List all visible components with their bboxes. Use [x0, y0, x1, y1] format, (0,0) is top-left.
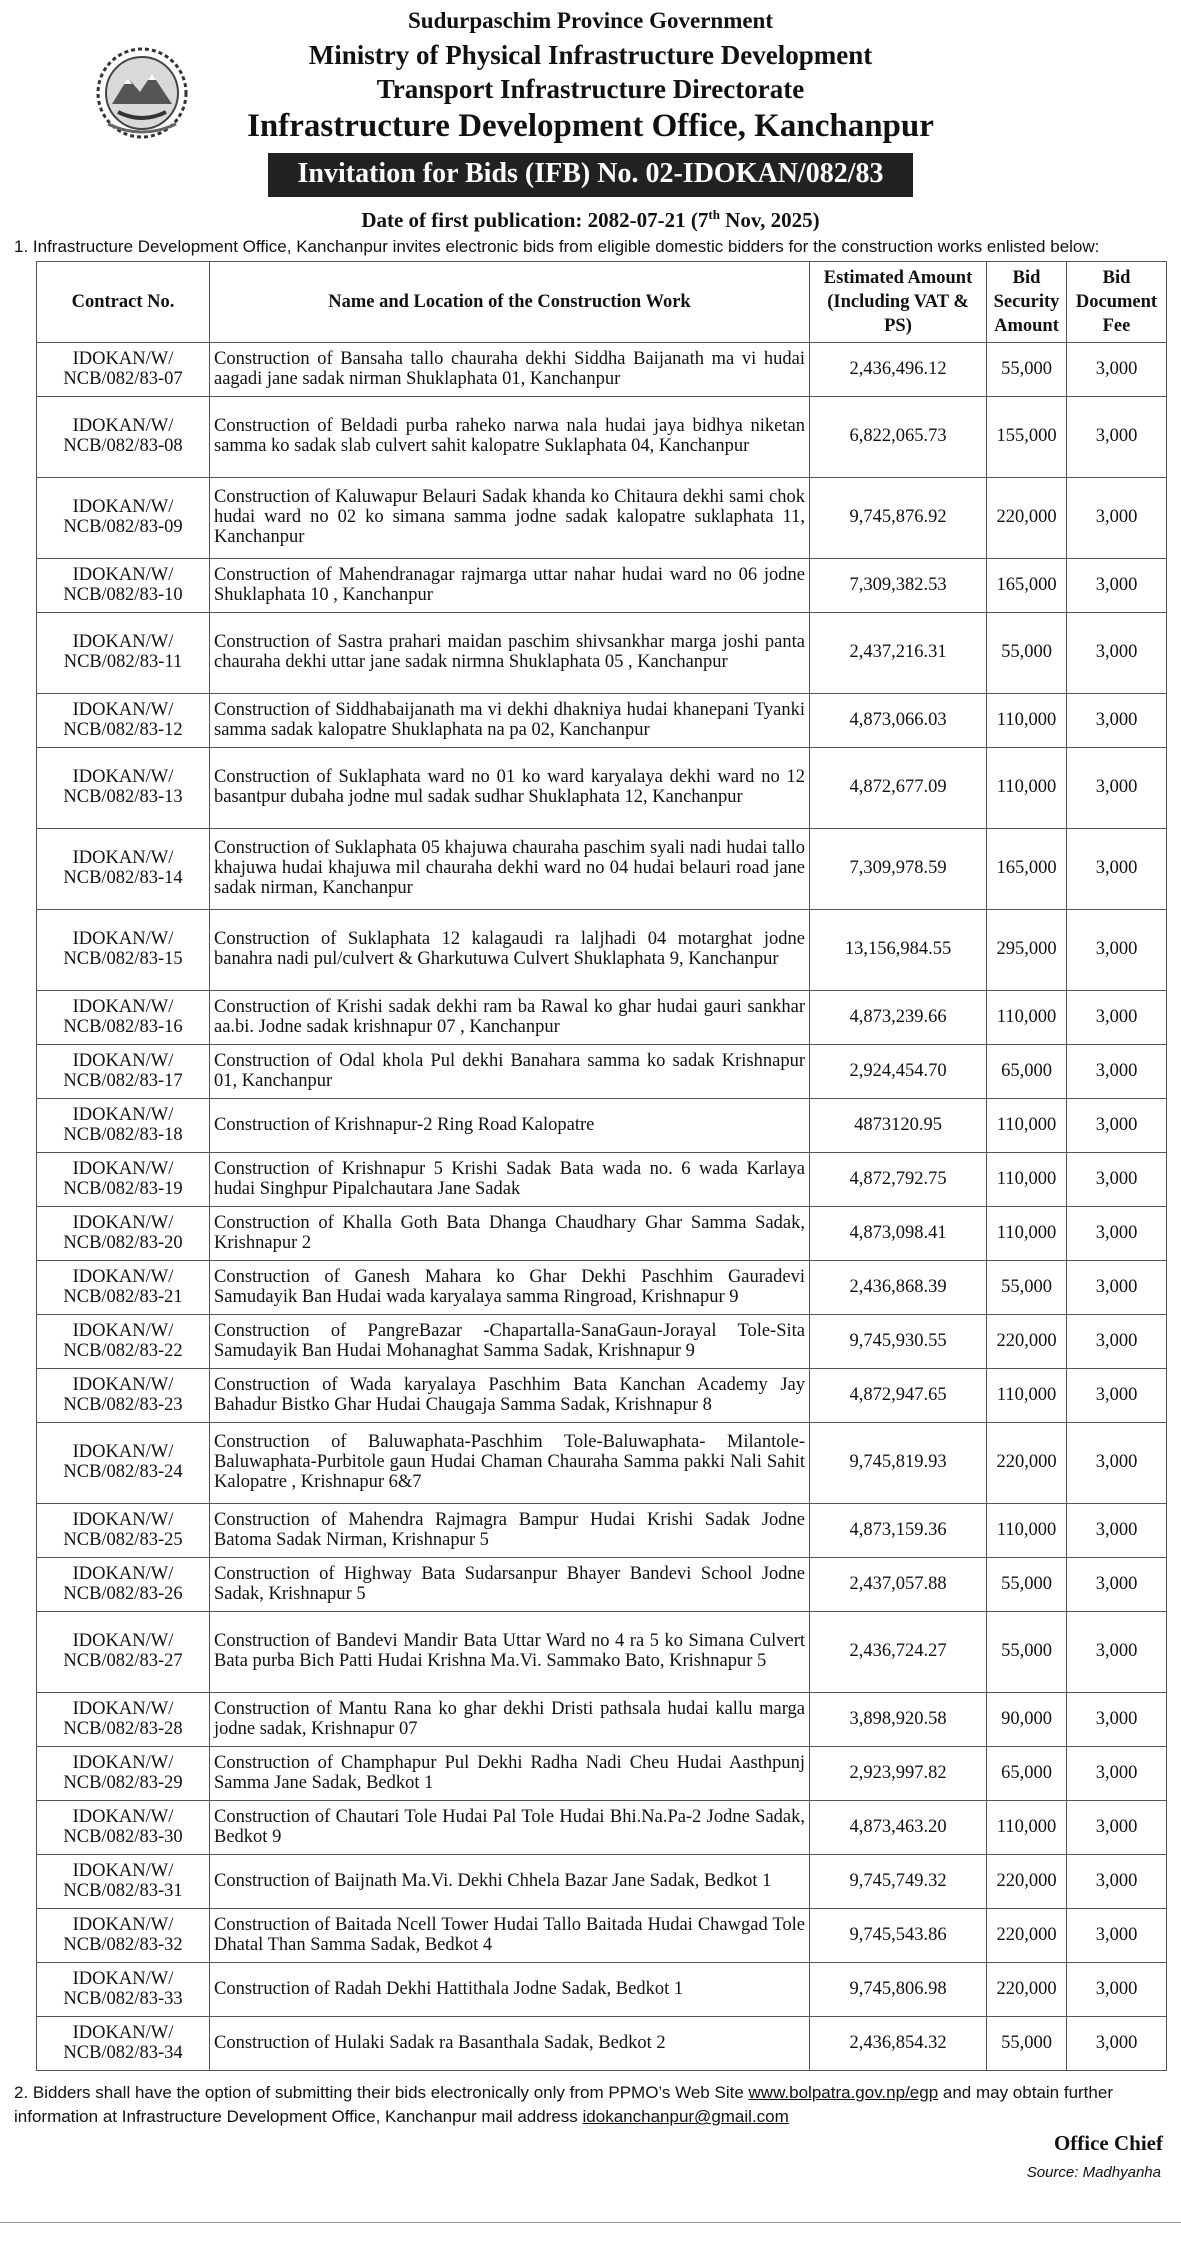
work-name-cell: Construction of Siddhabaijanath ma vi dekhi dhakniya hudai khanepani Tyanki samma sadak kalopatre Shuklaphata na pa 02, Kanchanpur	[210, 694, 810, 748]
contract-no-cell: IDOKAN/W/ NCB/082/83-21	[37, 1261, 210, 1315]
work-name-cell: Construction of Krishnapur 5 Krishi Sadak Bata wada no. 6 wada Karlaya hudai Singhpur Pipalchautara Jane Sadak	[210, 1153, 810, 1207]
bid-security-cell: 165,000	[987, 829, 1067, 910]
estimated-amount-cell: 2,436,724.27	[810, 1612, 987, 1693]
contract-no-cell: IDOKAN/W/ NCB/082/83-15	[37, 910, 210, 991]
estimated-amount-cell: 4,872,792.75	[810, 1153, 987, 1207]
document-fee-cell: 3,000	[1067, 1801, 1167, 1855]
contract-no-cell: IDOKAN/W/ NCB/082/83-08	[37, 397, 210, 478]
estimated-amount-cell: 4,873,098.41	[810, 1207, 987, 1261]
document-fee-cell: 3,000	[1067, 1261, 1167, 1315]
document-fee-cell: 3,000	[1067, 1369, 1167, 1423]
table-row	[37, 1045, 1167, 1099]
work-name-cell: Construction of PangreBazar -Chapartalla-SanaGaun-Jorayal Tole-Sita Samudayik Ban Hudai Mohanaghat Samma Sadak, Krishnapur 9	[210, 1315, 810, 1369]
table-row	[37, 829, 1167, 910]
bid-security-cell: 65,000	[987, 1747, 1067, 1801]
table-row	[37, 2017, 1167, 2071]
contract-no-cell: IDOKAN/W/ NCB/082/83-28	[37, 1693, 210, 1747]
document-fee-cell: 3,000	[1067, 1558, 1167, 1612]
contract-no-cell: IDOKAN/W/ NCB/082/83-27	[37, 1612, 210, 1693]
office-chief-signature: Office Chief	[1053, 2131, 1163, 2156]
work-name-cell: Construction of Krishnapur-2 Ring Road Kalopatre	[210, 1099, 810, 1153]
table-row	[37, 1909, 1167, 1963]
work-name-cell: Construction of Khalla Goth Bata Dhanga Chaudhary Ghar Samma Sadak, Krishnapur 2	[210, 1207, 810, 1261]
table-header-row	[37, 262, 1167, 343]
document-fee-cell: 3,000	[1067, 397, 1167, 478]
contract-no-cell: IDOKAN/W/ NCB/082/83-29	[37, 1747, 210, 1801]
estimated-amount-cell: 9,745,806.98	[810, 1963, 987, 2017]
estimated-amount-cell: 13,156,984.55	[810, 910, 987, 991]
work-name-cell: Construction of Mantu Rana ko ghar dekhi Dristi pathsala hudai kallu marga jodne sadak, Krishnapur 07	[210, 1693, 810, 1747]
work-name-cell: Construction of Suklaphata 12 kalagaudi ra laljhadi 04 motarghat jodne banahra nadi pul/culvert & Gharkutuwa Culvert Shuklaphata 9, Kanchanpur	[210, 910, 810, 991]
estimated-amount-cell: 2,436,496.12	[810, 343, 987, 397]
work-name-cell: Construction of Odal khola Pul dekhi Banahara samma ko sadak Krishnapur 01, Kanchanpur	[210, 1045, 810, 1099]
bid-security-cell: 220,000	[987, 478, 1067, 559]
bid-security-cell: 110,000	[987, 1207, 1067, 1261]
work-name-cell: Construction of Hulaki Sadak ra Basanthala Sadak, Bedkot 2	[210, 2017, 810, 2071]
table-row	[37, 1801, 1167, 1855]
bid-security-cell: 110,000	[987, 1369, 1067, 1423]
document-fee-cell: 3,000	[1067, 1315, 1167, 1369]
document-fee-cell: 3,000	[1067, 2017, 1167, 2071]
table-row	[37, 1963, 1167, 2017]
estimated-amount-cell: 4,873,239.66	[810, 991, 987, 1045]
table-row	[37, 613, 1167, 694]
document-fee-cell: 3,000	[1067, 1045, 1167, 1099]
source-divider	[0, 2222, 1181, 2223]
ifb-title-banner: Invitation for Bids (IFB) No. 02-IDOKAN/082/83	[268, 153, 914, 197]
bid-security-cell: 55,000	[987, 613, 1067, 694]
estimated-amount-cell: 4,873,159.36	[810, 1504, 987, 1558]
bids-table	[36, 261, 1167, 2071]
bid-security-cell: 55,000	[987, 2017, 1067, 2071]
bid-security-cell: 110,000	[987, 694, 1067, 748]
work-name-cell: Construction of Suklaphata ward no 01 ko ward karyalaya dekhi ward no 12 basantpur dubaha jodne mul sadak sudhar Shuklaphata 12, Kanchanpur	[210, 748, 810, 829]
estimated-amount-cell: 2,923,997.82	[810, 1747, 987, 1801]
work-name-cell: Construction of Highway Bata Sudarsanpur Bhayer Bandevi School Jodne Sadak, Krishnapur 5	[210, 1558, 810, 1612]
contract-no-cell: IDOKAN/W/ NCB/082/83-18	[37, 1099, 210, 1153]
source-credit: Source: Madhyanha	[1026, 2164, 1161, 2182]
document-fee-cell: 3,000	[1067, 1207, 1167, 1261]
work-name-cell: Construction of Mahendra Rajmagra Bampur Hudai Krishi Sadak Jodne Batoma Sadak Nirman, Krishnapur 5	[210, 1504, 810, 1558]
document-fee-cell: 3,000	[1067, 991, 1167, 1045]
contract-no-cell: IDOKAN/W/ NCB/082/83-33	[37, 1963, 210, 2017]
estimated-amount-cell: 7,309,978.59	[810, 829, 987, 910]
table-row	[37, 1612, 1167, 1693]
bid-security-cell: 220,000	[987, 1909, 1067, 1963]
estimated-amount-cell: 4,873,463.20	[810, 1801, 987, 1855]
bid-security-cell: 110,000	[987, 748, 1067, 829]
table-row	[37, 910, 1167, 991]
estimated-amount-cell: 9,745,819.93	[810, 1423, 987, 1504]
bid-security-cell: 165,000	[987, 559, 1067, 613]
contract-no-cell: IDOKAN/W/ NCB/082/83-32	[37, 1909, 210, 1963]
estimated-amount-cell: 2,924,454.70	[810, 1045, 987, 1099]
bid-security-cell: 220,000	[987, 1423, 1067, 1504]
header-estimated-amount: Estimated Amount (Including VAT & PS)	[810, 262, 987, 343]
province-government-line: Sudurpaschim Province Government	[407, 8, 774, 33]
submission-note: 2. Bidders shall have the option of submitting their bids electronically only from PPMO’s Web Site www.bolpatra.gov.np/egp and may obtain further information at Infrastructure Development Office, Kanchanpur mail address idokanchanpur@gmail.com	[14, 2083, 1113, 2127]
work-name-cell: Construction of Bansaha tallo chauraha dekhi Siddha Baijanath ma vi hudai aagadi jane sadak nirman Shuklaphata 01, Kanchanpur	[210, 343, 810, 397]
contract-no-cell: IDOKAN/W/ NCB/082/83-34	[37, 2017, 210, 2071]
bid-security-cell: 90,000	[987, 1693, 1067, 1747]
document-fee-cell: 3,000	[1067, 343, 1167, 397]
bid-security-cell: 55,000	[987, 1261, 1067, 1315]
bid-security-cell: 65,000	[987, 1045, 1067, 1099]
document-fee-cell: 3,000	[1067, 1099, 1167, 1153]
contract-no-cell: IDOKAN/W/ NCB/082/83-30	[37, 1801, 210, 1855]
bids-table-body	[37, 343, 1167, 2071]
bid-security-cell: 55,000	[987, 1612, 1067, 1693]
estimated-amount-cell: 6,822,065.73	[810, 397, 987, 478]
work-name-cell: Construction of Kaluwapur Belauri Sadak khanda ko Chitaura dekhi sami chok hudai ward no 02 ko simana samma jodne sadak kalopatre suklaphata 11, Kanchanpur	[210, 478, 810, 559]
document-fee-cell: 3,000	[1067, 1909, 1167, 1963]
estimated-amount-cell: 2,437,057.88	[810, 1558, 987, 1612]
header-contract-no: Contract No.	[37, 262, 210, 343]
estimated-amount-cell: 9,745,749.32	[810, 1855, 987, 1909]
table-row	[37, 1855, 1167, 1909]
intro-paragraph: 1. Infrastructure Development Office, Kanchanpur invites electronic bids from eligible domestic bidders for the construction works enlisted below:	[14, 237, 1100, 257]
publication-date: Date of first publication: 2082-07-21 (7th Nov, 2025)	[361, 207, 820, 233]
table-row	[37, 1153, 1167, 1207]
estimated-amount-cell: 4,872,677.09	[810, 748, 987, 829]
contract-no-cell: IDOKAN/W/ NCB/082/83-17	[37, 1045, 210, 1099]
header-bid-security: Bid Security Amount	[987, 262, 1067, 343]
document-fee-cell: 3,000	[1067, 910, 1167, 991]
table-row	[37, 397, 1167, 478]
table-row	[37, 694, 1167, 748]
estimated-amount-cell: 4873120.95	[810, 1099, 987, 1153]
bid-security-cell: 110,000	[987, 1504, 1067, 1558]
contract-no-cell: IDOKAN/W/ NCB/082/83-23	[37, 1369, 210, 1423]
contract-no-cell: IDOKAN/W/ NCB/082/83-16	[37, 991, 210, 1045]
contract-no-cell: IDOKAN/W/ NCB/082/83-14	[37, 829, 210, 910]
work-name-cell: Construction of Krishi sadak dekhi ram ba Rawal ko ghar hudai gauri sankhar aa.bi. Jodne sadak krishnapur 07 , Kanchanpur	[210, 991, 810, 1045]
work-name-cell: Construction of Suklaphata 05 khajuwa chauraha paschim syali nadi hudai tallo khajuwa hudai khajuwa mil chauraha dekhi ward no 04 hudai belauri road jane sadak nirman, Kanchanpur	[210, 829, 810, 910]
bid-security-cell: 110,000	[987, 991, 1067, 1045]
document-fee-cell: 3,000	[1067, 1504, 1167, 1558]
estimated-amount-cell: 2,436,854.32	[810, 2017, 987, 2071]
table-row	[37, 1504, 1167, 1558]
nepal-emblem-icon	[88, 44, 196, 142]
document-fee-cell: 3,000	[1067, 1855, 1167, 1909]
document-fee-cell: 3,000	[1067, 1747, 1167, 1801]
estimated-amount-cell: 9,745,930.55	[810, 1315, 987, 1369]
table-row	[37, 1693, 1167, 1747]
contract-no-cell: IDOKAN/W/ NCB/082/83-09	[37, 478, 210, 559]
bid-security-cell: 220,000	[987, 1963, 1067, 2017]
document-fee-cell: 3,000	[1067, 1612, 1167, 1693]
table-row	[37, 748, 1167, 829]
document-fee-cell: 3,000	[1067, 1423, 1167, 1504]
work-name-cell: Construction of Bandevi Mandir Bata Uttar Ward no 4 ra 5 ko Simana Culvert Bata purba Bich Patti Hudai Krishna Ma.Vi. Sammako Bato, Krishnapur 5	[210, 1612, 810, 1693]
work-name-cell: Construction of Ganesh Mahara ko Ghar Dekhi Paschhim Gauradevi Samudayik Ban Hudai wada karyalaya samma Ringroad, Krishnapur 9	[210, 1261, 810, 1315]
contract-no-cell: IDOKAN/W/ NCB/082/83-07	[37, 343, 210, 397]
bid-security-cell: 155,000	[987, 397, 1067, 478]
contract-no-cell: IDOKAN/W/ NCB/082/83-12	[37, 694, 210, 748]
ministry-line: Ministry of Physical Infrastructure Development	[308, 39, 873, 70]
contract-no-cell: IDOKAN/W/ NCB/082/83-13	[37, 748, 210, 829]
estimated-amount-cell: 4,873,066.03	[810, 694, 987, 748]
work-name-cell: Construction of Wada karyalaya Paschhim Bata Kanchan Academy Jay Bahadur Bistko Ghar Hudai Chaugaja Samma Sadak, Krishnapur 8	[210, 1369, 810, 1423]
document-fee-cell: 3,000	[1067, 829, 1167, 910]
table-row	[37, 343, 1167, 397]
table-row	[37, 1423, 1167, 1504]
work-name-cell: Construction of Sastra prahari maidan paschim shivsankhar marga joshi panta chauraha dekhi uttar jane sadak nirmna Shuklaphata 05 , Kanchanpur	[210, 613, 810, 694]
office-title: Infrastructure Development Office, Kanchanpur	[247, 108, 934, 145]
table-row	[37, 1369, 1167, 1423]
estimated-amount-cell: 2,437,216.31	[810, 613, 987, 694]
document-fee-cell: 3,000	[1067, 748, 1167, 829]
contract-no-cell: IDOKAN/W/ NCB/082/83-24	[37, 1423, 210, 1504]
work-name-cell: Construction of Mahendranagar rajmarga uttar nahar hudai ward no 06 jodne Shuklaphata 10 , Kanchanpur	[210, 559, 810, 613]
contract-no-cell: IDOKAN/W/ NCB/082/83-10	[37, 559, 210, 613]
table-row	[37, 1747, 1167, 1801]
document-fee-cell: 3,000	[1067, 478, 1167, 559]
table-row	[37, 1261, 1167, 1315]
contract-no-cell: IDOKAN/W/ NCB/082/83-11	[37, 613, 210, 694]
table-row	[37, 1315, 1167, 1369]
header-document-fee: Bid Document Fee	[1067, 262, 1167, 343]
bolpatra-link[interactable]: www.bolpatra.gov.np/egp	[748, 2083, 939, 2103]
table-row	[37, 1099, 1167, 1153]
document-fee-cell: 3,000	[1067, 559, 1167, 613]
contract-no-cell: IDOKAN/W/ NCB/082/83-25	[37, 1504, 210, 1558]
contract-no-cell: IDOKAN/W/ NCB/082/83-26	[37, 1558, 210, 1612]
bid-security-cell: 295,000	[987, 910, 1067, 991]
work-name-cell: Construction of Baluwaphata-Paschhim Tole-Baluwaphata- Milantole-Baluwaphata-Purbitole gaun Hudai Chaman Chauraha Samma pakki Nali Sahit Kalopatre , Krishnapur 6&7	[210, 1423, 810, 1504]
contract-no-cell: IDOKAN/W/ NCB/082/83-31	[37, 1855, 210, 1909]
bid-security-cell: 220,000	[987, 1315, 1067, 1369]
document-fee-cell: 3,000	[1067, 1963, 1167, 2017]
bid-security-cell: 110,000	[987, 1153, 1067, 1207]
contract-no-cell: IDOKAN/W/ NCB/082/83-19	[37, 1153, 210, 1207]
work-name-cell: Construction of Chautari Tole Hudai Pal Tole Hudai Bhi.Na.Pa-2 Jodne Sadak, Bedkot 9	[210, 1801, 810, 1855]
table-row	[37, 1558, 1167, 1612]
table-row	[37, 559, 1167, 613]
estimated-amount-cell: 9,745,876.92	[810, 478, 987, 559]
table-row	[37, 1207, 1167, 1261]
bid-security-cell: 55,000	[987, 343, 1067, 397]
table-row	[37, 991, 1167, 1045]
directorate-line: Transport Infrastructure Directorate	[376, 73, 805, 104]
bid-security-cell: 110,000	[987, 1099, 1067, 1153]
work-name-cell: Construction of Radah Dekhi Hattithala Jodne Sadak, Bedkot 1	[210, 1963, 810, 2017]
bid-security-cell: 220,000	[987, 1855, 1067, 1909]
document-fee-cell: 3,000	[1067, 613, 1167, 694]
estimated-amount-cell: 3,898,920.58	[810, 1693, 987, 1747]
bid-security-cell: 110,000	[987, 1801, 1067, 1855]
document-fee-cell: 3,000	[1067, 1153, 1167, 1207]
header-work-name: Name and Location of the Construction Work	[210, 262, 810, 343]
bid-security-cell: 55,000	[987, 1558, 1067, 1612]
work-name-cell: Construction of Baitada Ncell Tower Hudai Tallo Baitada Hudai Chawgad Tole Dhatal Than Samma Sadak, Bedkot 4	[210, 1909, 810, 1963]
estimated-amount-cell: 7,309,382.53	[810, 559, 987, 613]
contract-no-cell: IDOKAN/W/ NCB/082/83-20	[37, 1207, 210, 1261]
work-name-cell: Construction of Champhapur Pul Dekhi Radha Nadi Cheu Hudai Aasthpunj Samma Jane Sadak, Bedkot 1	[210, 1747, 810, 1801]
document-fee-cell: 3,000	[1067, 1693, 1167, 1747]
document-fee-cell: 3,000	[1067, 694, 1167, 748]
contract-no-cell: IDOKAN/W/ NCB/082/83-22	[37, 1315, 210, 1369]
email-link[interactable]: idokanchanpur@gmail.com	[582, 2107, 789, 2127]
table-row	[37, 478, 1167, 559]
estimated-amount-cell: 2,436,868.39	[810, 1261, 987, 1315]
work-name-cell: Construction of Beldadi purba raheko narwa nala hudai jaya bidhya niketan samma ko sadak slab culvert sahit kalopatre Suklaphata 04, Kanchanpur	[210, 397, 810, 478]
work-name-cell: Construction of Baijnath Ma.Vi. Dekhi Chhela Bazar Jane Sadak, Bedkot 1	[210, 1855, 810, 1909]
estimated-amount-cell: 4,872,947.65	[810, 1369, 987, 1423]
estimated-amount-cell: 9,745,543.86	[810, 1909, 987, 1963]
